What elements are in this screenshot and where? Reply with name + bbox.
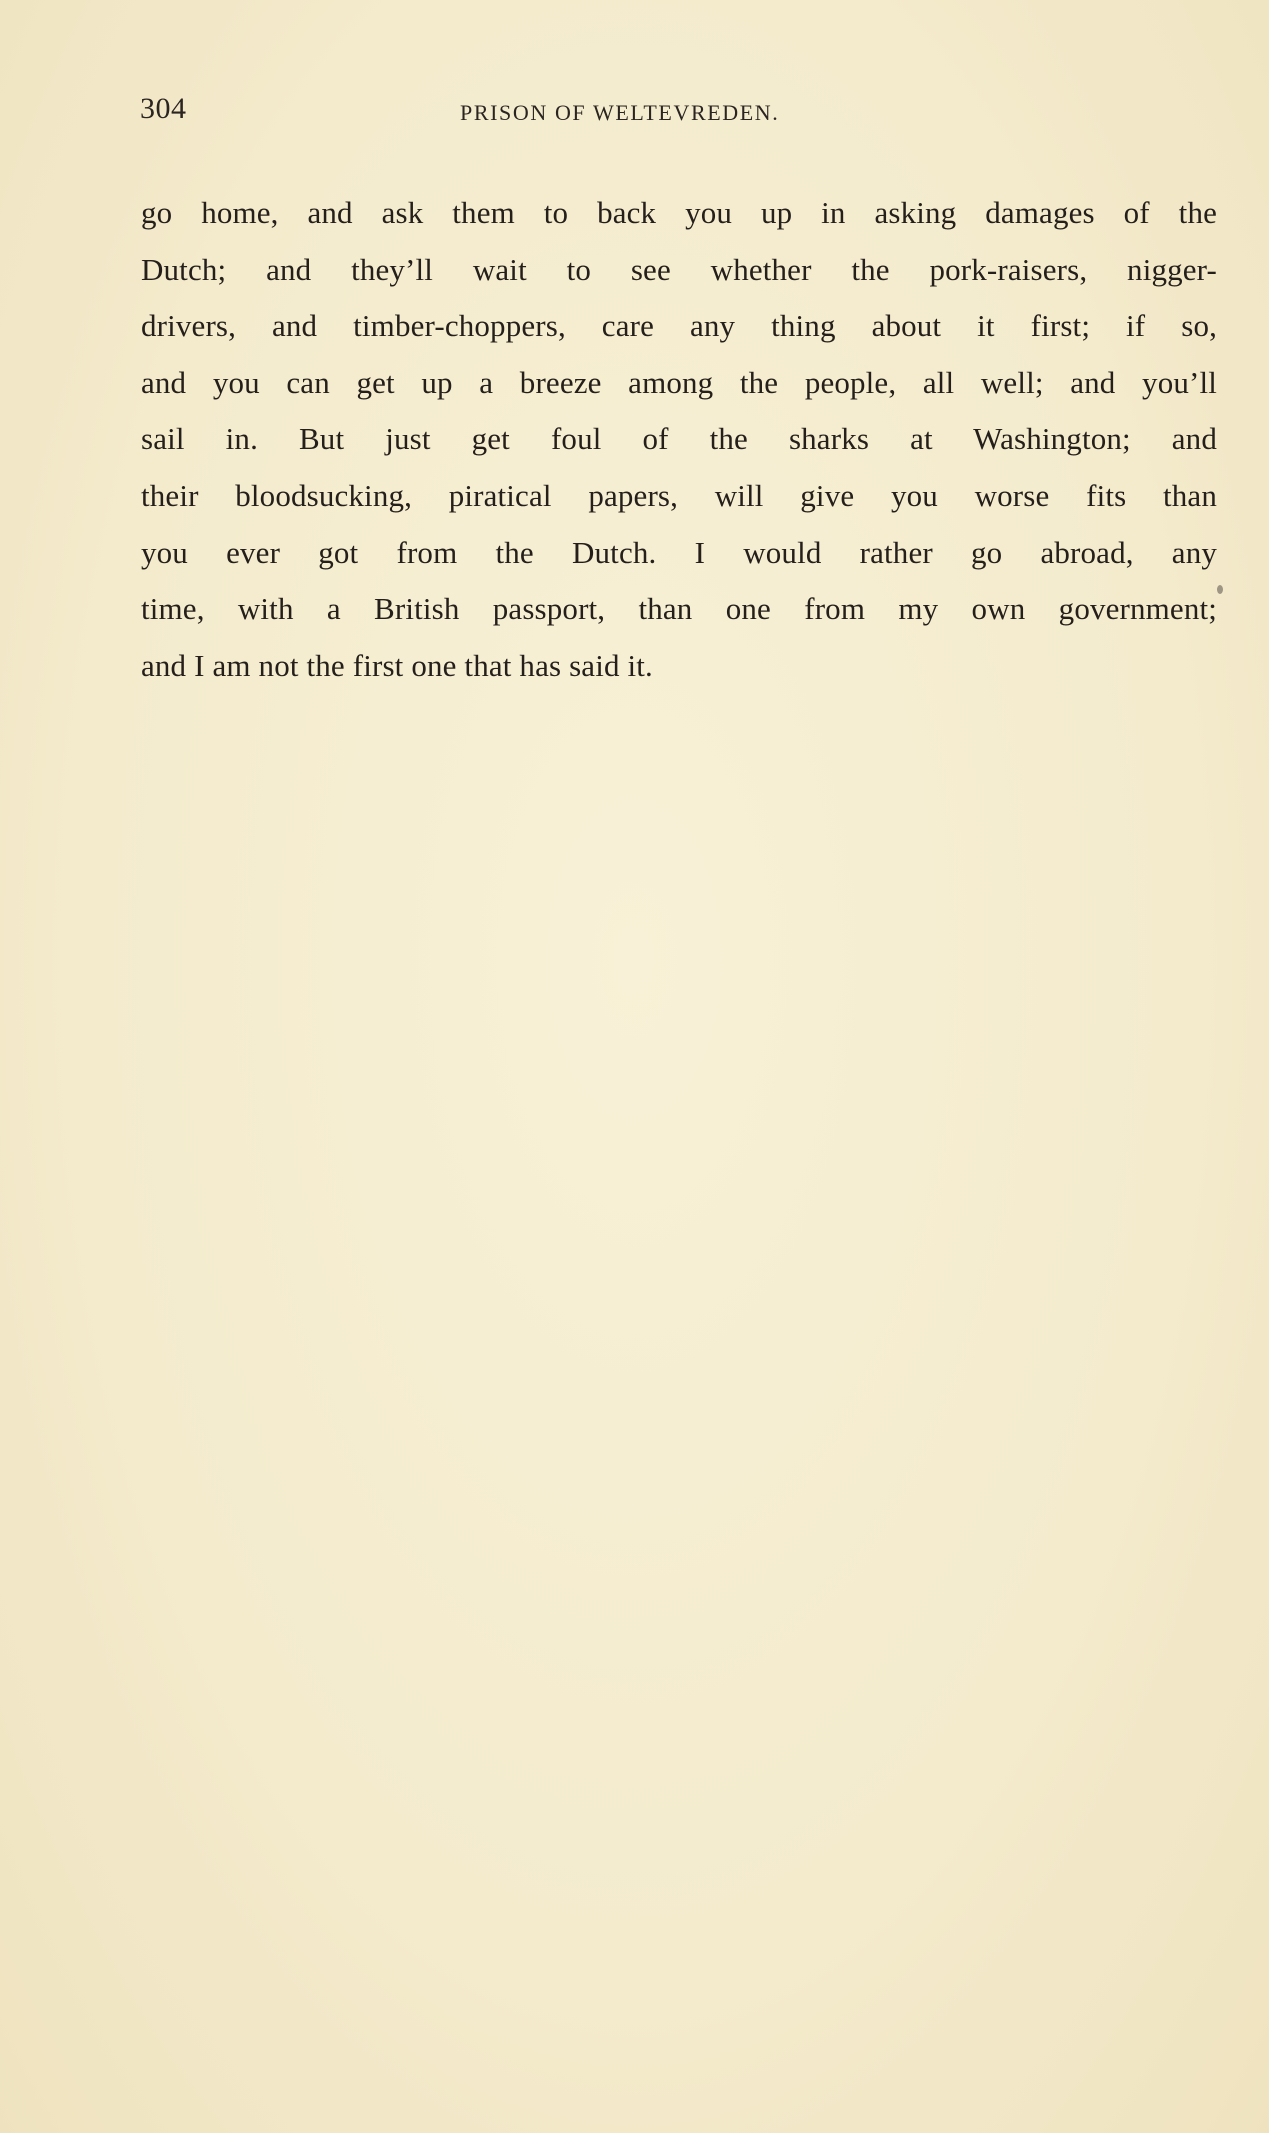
- body-text: [141, 185, 1217, 694]
- text-line: time, with a British passport, than one from my own government;: [141, 591, 1217, 627]
- text-line: their bloodsucking, piratical papers, will give you worse fits than: [141, 477, 1217, 513]
- text-line: Dutch; and they’ll wait to see whether the pork-raisers, nigger-: [141, 251, 1217, 287]
- text-line: drivers, and timber-choppers, care any thing about it first; if so,: [141, 308, 1217, 344]
- text-line: and I am not the first one that has said it.: [141, 647, 653, 683]
- ink-speck: [1217, 585, 1223, 594]
- text-line: and you can get up a breeze among the people, all well; and you’ll: [141, 364, 1217, 400]
- page-header: [140, 92, 1140, 132]
- page-number: 304: [140, 92, 187, 125]
- text-line: you ever got from the Dutch. I would rather go abroad, any: [141, 534, 1217, 570]
- text-line: go home, and ask them to back you up in asking damages of the: [141, 195, 1217, 230]
- running-title: PRISON OF WELTEVREDEN.: [460, 100, 780, 125]
- text-line: sail in. But just get foul of the sharks at Washington; and: [141, 421, 1217, 457]
